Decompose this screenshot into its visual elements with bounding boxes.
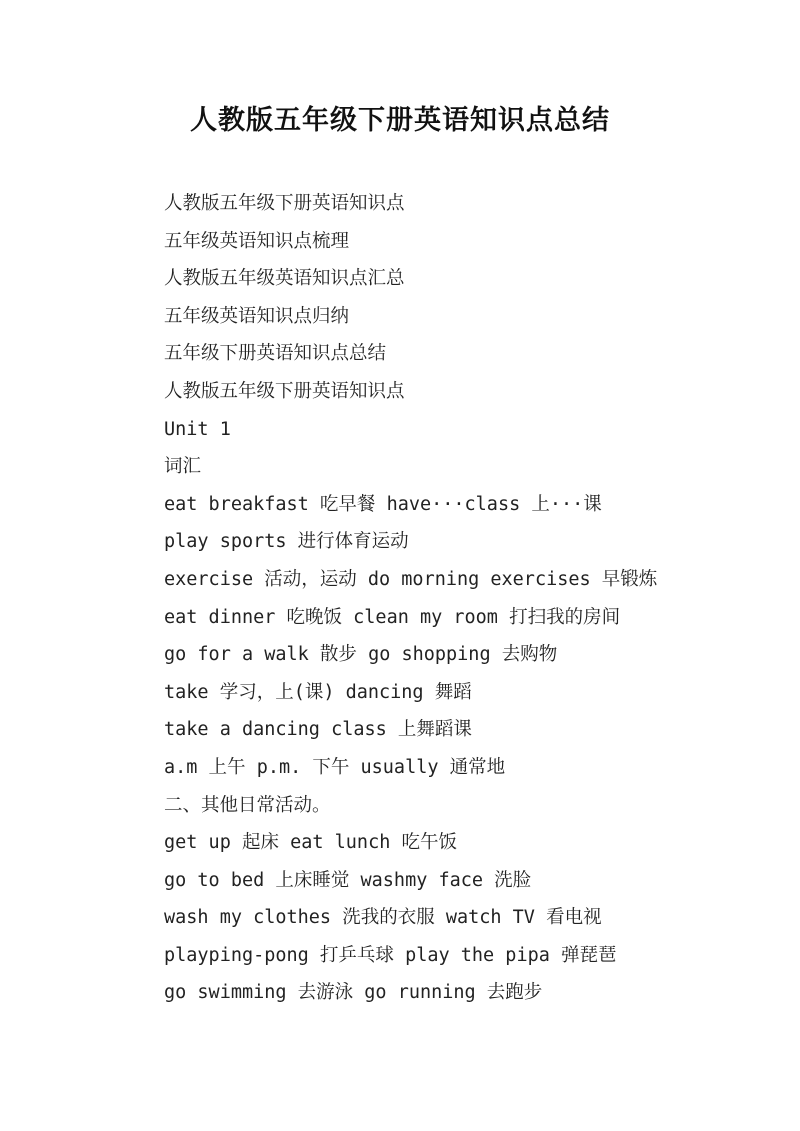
vocab-line: get up 起床 eat lunch 吃午饭 — [164, 832, 457, 854]
section-heading: 词汇 — [164, 456, 202, 478]
text-line: 五年级下册英语知识点总结 — [164, 343, 387, 365]
vocab-line: wash my clothes 洗我的衣服 watch TV 看电视 — [164, 907, 602, 929]
vocab-line: play sports 进行体育运动 — [164, 531, 409, 553]
vocab-line: go swimming 去游泳 go running 去跑步 — [164, 982, 543, 1004]
text-line: 人教版五年级下册英语知识点 — [164, 380, 405, 402]
text-line: 五年级英语知识点梳理 — [164, 230, 350, 252]
vocab-line: playping-pong 打乒乓球 play the pipa 弹琵琶 — [164, 944, 617, 966]
section-heading: 二、其他日常活动。 — [164, 794, 331, 816]
vocab-line: take a dancing class 上舞蹈课 — [164, 719, 472, 741]
document-body — [164, 185, 684, 1012]
unit-heading: Unit 1 — [164, 418, 231, 440]
vocab-line: go to bed 上床睡觉 washmy face 洗脸 — [164, 869, 532, 891]
vocab-line: a.m 上午 p.m. 下午 usually 通常地 — [164, 756, 506, 778]
document-title: 人教版五年级下册英语知识点总结 — [190, 105, 610, 136]
text-line: 五年级英语知识点归纳 — [164, 305, 350, 327]
vocab-line: exercise 活动，运动 do morning exercises 早锻炼 — [164, 568, 658, 590]
text-line: 人教版五年级英语知识点汇总 — [164, 268, 405, 290]
vocab-line: take 学习，上(课) dancing 舞蹈 — [164, 681, 472, 703]
text-line: 人教版五年级下册英语知识点 — [164, 193, 405, 214]
vocab-line: eat breakfast 吃早餐 have···class 上···课 — [164, 493, 602, 515]
vocab-line: go for a walk 散步 go shopping 去购物 — [164, 644, 558, 666]
vocab-line: eat dinner 吃晚饭 clean my room 打扫我的房间 — [164, 606, 621, 628]
